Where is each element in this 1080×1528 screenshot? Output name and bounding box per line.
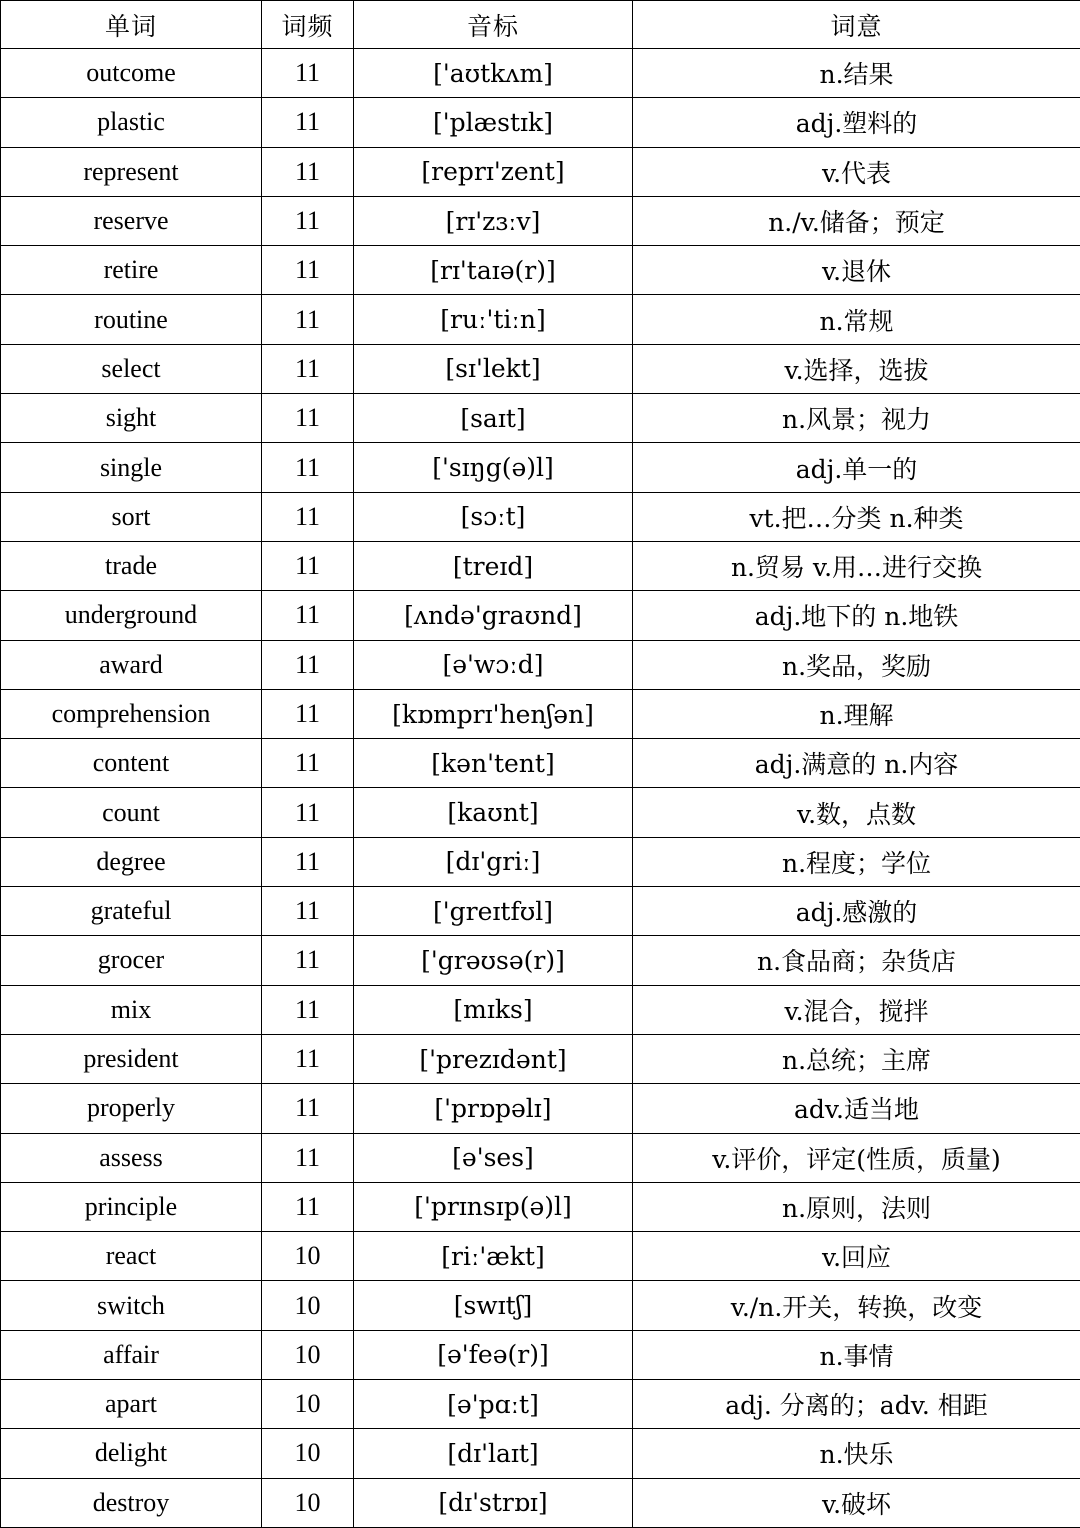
cell-phonetic: [rɪ'zɜːv] [354,196,633,245]
cell-phonetic: ['prɒpəlɪ] [354,1084,633,1133]
header-row [1,1,1080,49]
table-body [1,49,1080,1528]
cell-word: underground [1,591,262,640]
cell-word: sort [1,492,262,541]
cell-meaning: adj.塑料的 [633,98,1080,147]
table-row [1,591,1080,640]
table-row [1,837,1080,886]
cell-meaning: n.快乐 [633,1429,1080,1478]
cell-phonetic: [riː'ækt] [354,1232,633,1281]
header-phonetic: 音标 [354,1,633,49]
cell-meaning: v.数，点数 [633,788,1080,837]
cell-frequency: 10 [262,1281,354,1330]
cell-word: select [1,344,262,393]
cell-frequency: 11 [262,49,354,98]
cell-frequency: 11 [262,246,354,295]
table-row [1,196,1080,245]
cell-phonetic: ['prezɪdənt] [354,1034,633,1083]
cell-meaning: v.混合，搅拌 [633,985,1080,1034]
cell-word: affair [1,1330,262,1379]
table-row [1,492,1080,541]
cell-frequency: 11 [262,788,354,837]
cell-word: retire [1,246,262,295]
cell-word: reserve [1,196,262,245]
cell-phonetic: [ə'wɔːd] [354,640,633,689]
cell-meaning: adj.单一的 [633,443,1080,492]
cell-phonetic: [reprɪ'zent] [354,147,633,196]
cell-phonetic: [kɒmprɪ'henʃən] [354,689,633,738]
cell-meaning: n.常规 [633,295,1080,344]
cell-phonetic: [ə'feə(r)] [354,1330,633,1379]
cell-phonetic: [kaʊnt] [354,788,633,837]
cell-frequency: 11 [262,147,354,196]
cell-frequency: 10 [262,1429,354,1478]
cell-meaning: n.贸易 v.用…进行交换 [633,541,1080,590]
cell-word: plastic [1,98,262,147]
cell-word: mix [1,985,262,1034]
cell-frequency: 11 [262,1133,354,1182]
cell-word: single [1,443,262,492]
table-row [1,1281,1080,1330]
cell-frequency: 11 [262,985,354,1034]
cell-word: assess [1,1133,262,1182]
table-row [1,1084,1080,1133]
cell-phonetic: [treɪd] [354,541,633,590]
cell-phonetic: [ʌndə'graʊnd] [354,591,633,640]
table-row [1,295,1080,344]
cell-meaning: n.事情 [633,1330,1080,1379]
cell-meaning: n.结果 [633,49,1080,98]
cell-word: routine [1,295,262,344]
table-row [1,49,1080,98]
header-word: 单词 [1,1,262,49]
cell-frequency: 11 [262,640,354,689]
cell-word: degree [1,837,262,886]
table-row [1,98,1080,147]
cell-frequency: 11 [262,1034,354,1083]
cell-phonetic: ['sɪŋg(ə)l] [354,443,633,492]
cell-meaning: adj.满意的 n.内容 [633,739,1080,788]
cell-frequency: 10 [262,1232,354,1281]
table-row [1,147,1080,196]
cell-phonetic: ['plæstɪk] [354,98,633,147]
table-row [1,887,1080,936]
cell-word: sight [1,394,262,443]
table-row [1,1429,1080,1478]
cell-phonetic: [swɪtʃ] [354,1281,633,1330]
cell-meaning: adj.感激的 [633,887,1080,936]
cell-meaning: adj. 分离的；adv. 相距 [633,1380,1080,1429]
cell-meaning: v.破坏 [633,1478,1080,1527]
cell-word: destroy [1,1478,262,1527]
cell-phonetic: [sɪ'lekt] [354,344,633,393]
cell-word: properly [1,1084,262,1133]
table-row [1,1478,1080,1527]
cell-word: grateful [1,887,262,936]
cell-meaning: vt.把…分类 n.种类 [633,492,1080,541]
cell-phonetic: ['prɪnsɪp(ə)l] [354,1182,633,1231]
cell-phonetic: [saɪt] [354,394,633,443]
table-row [1,1034,1080,1083]
cell-frequency: 11 [262,394,354,443]
cell-frequency: 11 [262,837,354,886]
cell-phonetic: [rɪ'taɪə(r)] [354,246,633,295]
cell-phonetic: [sɔːt] [354,492,633,541]
table-row [1,689,1080,738]
cell-phonetic: ['aʊtkʌm] [354,49,633,98]
cell-meaning: n.风景；视力 [633,394,1080,443]
table-row [1,443,1080,492]
cell-word: president [1,1034,262,1083]
cell-frequency: 11 [262,98,354,147]
table-row [1,788,1080,837]
cell-meaning: n.奖品，奖励 [633,640,1080,689]
cell-meaning: v.回应 [633,1232,1080,1281]
cell-word: count [1,788,262,837]
cell-phonetic: ['greɪtfʊl] [354,887,633,936]
cell-frequency: 10 [262,1478,354,1527]
cell-meaning: n.总统；主席 [633,1034,1080,1083]
cell-frequency: 10 [262,1380,354,1429]
cell-word: principle [1,1182,262,1231]
cell-word: switch [1,1281,262,1330]
cell-frequency: 11 [262,689,354,738]
cell-word: react [1,1232,262,1281]
cell-word: award [1,640,262,689]
cell-word: outcome [1,49,262,98]
cell-meaning: n.原则，法则 [633,1182,1080,1231]
cell-frequency: 11 [262,1182,354,1231]
cell-word: content [1,739,262,788]
table-row [1,1133,1080,1182]
cell-frequency: 10 [262,1330,354,1379]
table-row [1,1330,1080,1379]
cell-phonetic: [ruː'tiːn] [354,295,633,344]
cell-frequency: 11 [262,591,354,640]
cell-phonetic: [mɪks] [354,985,633,1034]
cell-frequency: 11 [262,196,354,245]
cell-meaning: n./v.储备；预定 [633,196,1080,245]
header-meaning: 词意 [633,1,1080,49]
cell-frequency: 11 [262,492,354,541]
cell-frequency: 11 [262,887,354,936]
cell-meaning: v.代表 [633,147,1080,196]
table-row [1,640,1080,689]
cell-meaning: v.选择，选拔 [633,344,1080,393]
cell-phonetic: [ə'pɑːt] [354,1380,633,1429]
cell-frequency: 11 [262,936,354,985]
table-row [1,936,1080,985]
table-row [1,739,1080,788]
cell-word: delight [1,1429,262,1478]
cell-frequency: 11 [262,443,354,492]
header-frequency: 词频 [262,1,354,49]
table-row [1,1380,1080,1429]
cell-phonetic: [dɪ'strɒɪ] [354,1478,633,1527]
cell-word: grocer [1,936,262,985]
cell-meaning: n.程度；学位 [633,837,1080,886]
table-row [1,541,1080,590]
table-row [1,246,1080,295]
cell-meaning: n.理解 [633,689,1080,738]
cell-meaning: v.评价，评定(性质，质量) [633,1133,1080,1182]
cell-word: apart [1,1380,262,1429]
cell-phonetic: [kən'tent] [354,739,633,788]
cell-meaning: v./n.开关，转换，改变 [633,1281,1080,1330]
cell-phonetic: [dɪ'laɪt] [354,1429,633,1478]
cell-frequency: 11 [262,295,354,344]
cell-phonetic: ['grəʊsə(r)] [354,936,633,985]
table-row [1,344,1080,393]
table-row [1,985,1080,1034]
cell-meaning: n.食品商；杂货店 [633,936,1080,985]
cell-frequency: 11 [262,1084,354,1133]
cell-word: trade [1,541,262,590]
cell-phonetic: [ə'ses] [354,1133,633,1182]
cell-frequency: 11 [262,541,354,590]
table-row [1,394,1080,443]
cell-word: comprehension [1,689,262,738]
cell-frequency: 11 [262,344,354,393]
cell-meaning: adj.地下的 n.地铁 [633,591,1080,640]
cell-word: represent [1,147,262,196]
cell-meaning: v.退休 [633,246,1080,295]
cell-frequency: 11 [262,739,354,788]
table-header [1,1,1080,49]
cell-meaning: adv.适当地 [633,1084,1080,1133]
table-row [1,1182,1080,1231]
cell-phonetic: [dɪ'griː] [354,837,633,886]
table-row [1,1232,1080,1281]
